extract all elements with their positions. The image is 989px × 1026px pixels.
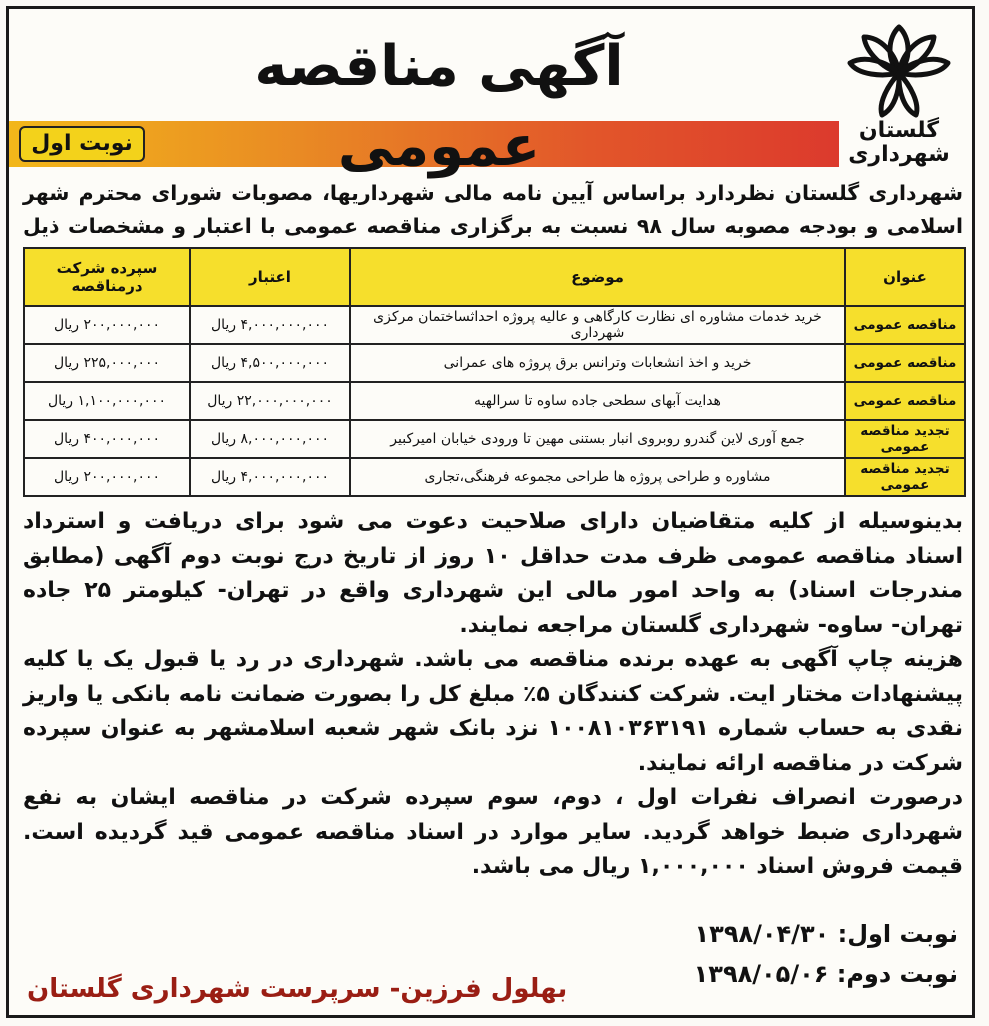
- row-deposit: ۲۲۵,۰۰۰,۰۰۰ ریال: [24, 344, 190, 382]
- row-subject: جمع آوری لاین گندرو روبروی انبار بستنی مهین تا ورودی خیابان امیرکبیر: [350, 420, 845, 458]
- row-subject: مشاوره و طراحی پروژه ها طراحی مجموعه فرهنگی،تجاری: [350, 458, 845, 496]
- first-turn-value: ۱۳۹۸/۰۴/۳۰: [694, 920, 830, 948]
- notice-title: آگهی مناقصه عمومی: [254, 34, 624, 179]
- row-credit: ۴,۰۰۰,۰۰۰,۰۰۰ ریال: [190, 306, 350, 344]
- header-title: عنوان: [845, 248, 965, 306]
- table-row: [24, 306, 965, 344]
- publication-dates: [694, 914, 958, 994]
- header-subject: موضوع: [350, 248, 845, 306]
- logo-text-golestan: گلستان: [858, 118, 940, 143]
- notice-page: [6, 6, 975, 1018]
- logo-text-municipality: شهرداری: [848, 142, 950, 167]
- tender-table: [23, 247, 966, 497]
- flower-logo-icon: [844, 23, 954, 119]
- row-credit: ۴,۰۰۰,۰۰۰,۰۰۰ ریال: [190, 458, 350, 496]
- row-subject: هدایت آبهای سطحی جاده ساوه تا سرالهیه: [350, 382, 845, 420]
- table-row: [24, 382, 965, 420]
- row-subject: خرید خدمات مشاوره ای نظارت کارگاهی و عالیه پروژه احداثساختمان مرکزی شهرداری: [350, 306, 845, 344]
- row-title: تجدید مناقصه عمومی: [845, 420, 965, 458]
- second-turn-date: [694, 954, 958, 994]
- table-row: [24, 458, 965, 496]
- intro-paragraph: شهرداری گلستان نظردارد براساس آیین نامه مالی شهرداریها، مصوبات شورای محترم شهر اسلامی و بودجه مصوبه سال ۹۸ نسبت به برگزاری مناقصه عمومی با اعتبار و مشخصات ذیل: [23, 181, 963, 238]
- row-credit: ۸,۰۰۰,۰۰۰,۰۰۰ ریال: [190, 420, 350, 458]
- row-deposit: ۲۰۰,۰۰۰,۰۰۰ ریال: [24, 458, 190, 496]
- row-title: مناقصه عمومی: [845, 306, 965, 344]
- row-deposit: ۴۰۰,۰۰۰,۰۰۰ ریال: [24, 420, 190, 458]
- table-header-row: [24, 248, 965, 306]
- second-turn-value: ۱۳۹۸/۰۵/۰۶: [693, 960, 829, 988]
- table-row: [24, 420, 965, 458]
- notice-body: [23, 505, 963, 885]
- table-row: [24, 344, 965, 382]
- header-deposit: سپرده شرکت درمناقصه: [24, 248, 190, 306]
- signature: بهلول فرزین- سرپرست شهرداری گلستان: [27, 974, 568, 1004]
- row-deposit: ۲۰۰,۰۰۰,۰۰۰ ریال: [24, 306, 190, 344]
- row-title: مناقصه عمومی: [845, 382, 965, 420]
- row-subject: خرید و اخذ انشعابات وترانس برق پروژه های عمرانی: [350, 344, 845, 382]
- body-paragraph-invitation: بدینوسیله از کلیه متقاضیان دارای صلاحیت دعوت می شود برای دریافت و استرداد اسناد مناقصه عمومی ظرف مدت حداقل ۱۰ روز از تاریخ درج نوبت دوم آگهی (مطابق مندرجات اسناد) به واحد امور مالی این شهرداری واقع در تهران- کیلومتر ۲۵ جاده تهران- ساوه- شهرداری گلستان مراجعه نمایند.: [23, 509, 963, 638]
- first-turn-date: [694, 914, 958, 954]
- turn-badge: نوبت اول: [19, 126, 145, 162]
- row-title: تجدید مناقصه عمومی: [845, 458, 965, 496]
- header-credit: اعتبار: [190, 248, 350, 306]
- row-credit: ۴,۵۰۰,۰۰۰,۰۰۰ ریال: [190, 344, 350, 382]
- first-turn-label: نوبت اول:: [837, 920, 958, 948]
- row-title: مناقصه عمومی: [845, 344, 965, 382]
- row-credit: ۲۲,۰۰۰,۰۰۰,۰۰۰ ریال: [190, 382, 350, 420]
- row-deposit: ۱,۱۰۰,۰۰۰,۰۰۰ ریال: [24, 382, 190, 420]
- municipality-logo: [838, 23, 960, 173]
- body-paragraph-forfeit: درصورت انصراف نفرات اول ، دوم، سوم سپرده شرکت در مناقصه ایشان به نفع شهرداری ضبط خواهد گردید. سایر موارد در اسناد مناقصه عمومی قید گردیده است. قیمت فروش اسناد ۱,۰۰۰,۰۰۰ ریال می باشد.: [23, 785, 963, 879]
- second-turn-label: نوبت دوم:: [836, 960, 958, 988]
- body-paragraph-conditions: هزینه چاپ آگهی به عهده برنده مناقصه می باشد. شهرداری در رد یا قبول یک یا کلیه پیشنهادات مختار ایت. شرکت کنندگان ۵٪ مبلغ کل را بصورت ضمانت نامه بانکی یا واریز نقدی به حساب شماره ۱۰۰۸۱۰۳۶۳۱۹۱ نزد بانک شهر شعبه اسلامشهر به عنوان سپرده شرکت در مناقصه ارائه نمایند.: [23, 647, 963, 776]
